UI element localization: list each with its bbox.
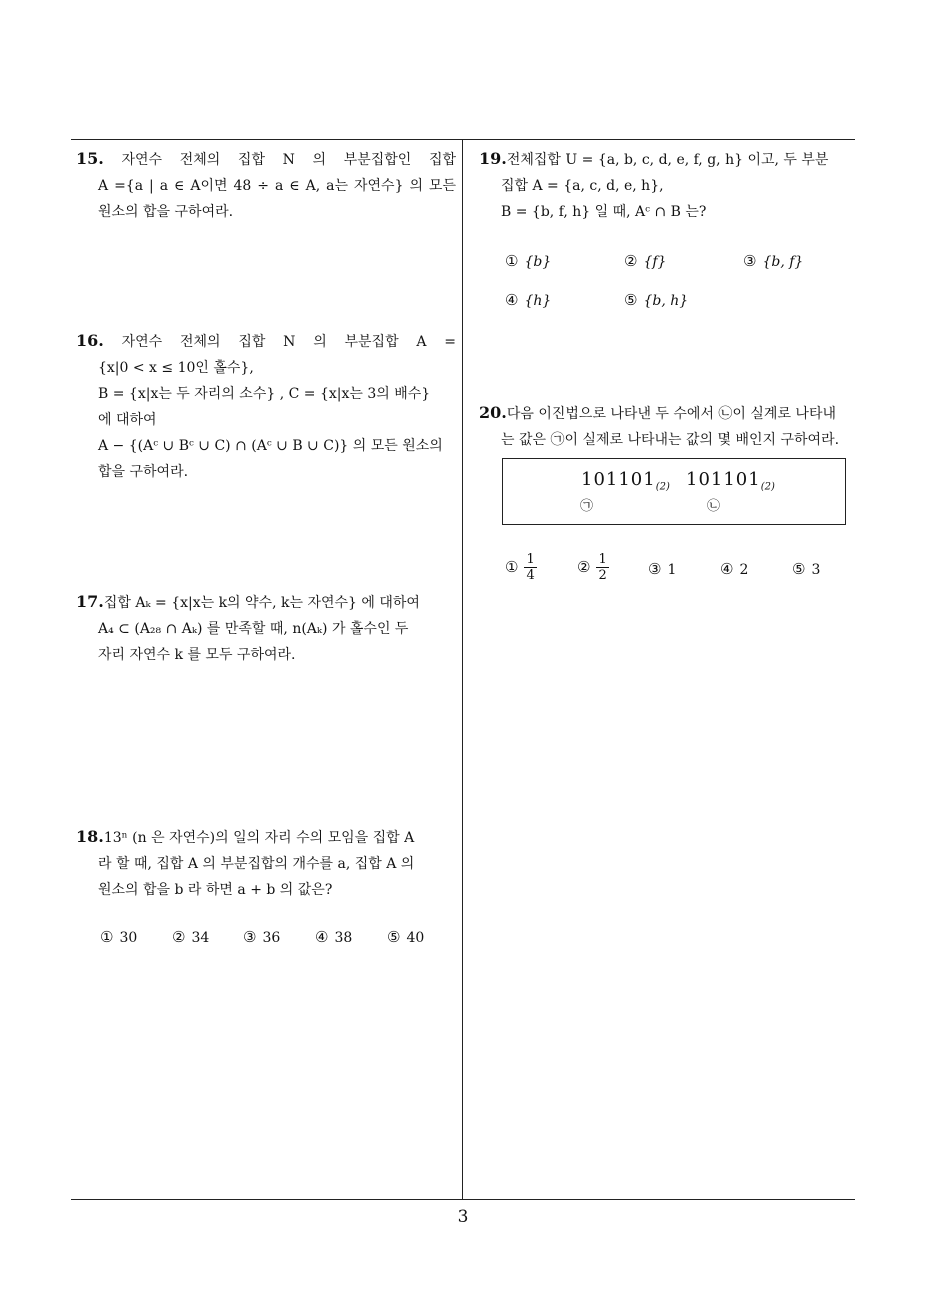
bottom-rule	[71, 1199, 855, 1200]
problem-17-line-3: 자리 자연수 k 를 모두 구하여라.	[98, 647, 296, 663]
choice-3[interactable]: ③ 1	[648, 560, 677, 578]
problem-16	[76, 328, 456, 485]
problem-16-line-4: 에 대하여	[98, 412, 157, 428]
problem-15	[76, 146, 456, 225]
problem-16-line-2: {x|0 < x ≤ 10인 홀수},	[98, 360, 254, 376]
problem-number: 20.	[479, 403, 507, 422]
problem-19-line-3: B = {b, f, h} 일 때, Aᶜ ∩ B 는?	[501, 204, 707, 220]
problem-20	[479, 400, 864, 453]
choice-4[interactable]: ④ {h}	[505, 291, 552, 309]
problem-19-line-2: 집합 A = {a, c, d, e, h},	[501, 178, 664, 194]
problem-number: 18.	[76, 827, 104, 846]
marker-a: ㉠	[580, 499, 594, 514]
choice-4[interactable]: ④ 38	[315, 928, 353, 946]
choice-3[interactable]: ③ 36	[243, 928, 281, 946]
problem-15-line-2: A ={a | a ∈ A이면 48 ÷ a ∈ A, a는 자연수} 의 모든	[98, 178, 456, 194]
choice-5[interactable]: ⑤ 3	[792, 560, 821, 578]
choice-2[interactable]: ② {f}	[624, 252, 667, 270]
choice-4[interactable]: ④ 2	[720, 560, 749, 578]
problem-16-line-3: B = {x|x는 두 자리의 소수} , C = {x|x는 3의 배수}	[98, 386, 431, 402]
choice-2[interactable]: ② 34	[172, 928, 210, 946]
problem-17-line-2: A₄ ⊂ (A₂₈ ∩ Aₖ) 를 만족할 때, n(Aₖ) 가 홀수인 두	[98, 621, 409, 637]
choice-1[interactable]: ① $\frac{1}{4}$	[505, 552, 535, 583]
problem-20-line-1: 20.다음 이진법으로 나타낸 두 수에서 ㉡이 실계로 나타내	[479, 403, 836, 422]
problem-15-line-3: 원소의 합을 구하여라.	[98, 204, 234, 220]
problem-18-line-1: 18.13ⁿ (n 은 자연수)의 일의 자리 수의 모임을 집합 A	[76, 827, 415, 846]
binary-numbers-box	[502, 458, 846, 525]
column-divider	[462, 139, 463, 1200]
problem-18	[76, 824, 456, 903]
fraction: $\frac{1}{4}$	[526, 552, 535, 583]
top-rule	[71, 139, 855, 140]
problem-19-choices	[505, 252, 845, 312]
choice-1[interactable]: ① 30	[100, 928, 138, 946]
problem-number: 17.	[76, 592, 104, 611]
problem-16-line-1: 16. 자연수 전체의 집합 N 의 부분집합 A =	[76, 331, 456, 350]
binary-number-1: $101101_{(2)}$	[581, 469, 670, 493]
page-number: 3	[457, 1207, 469, 1227]
problem-number: 16.	[76, 331, 104, 350]
problem-18-line-2: 라 할 때, 집합 A 의 부분집합의 개수를 a, 집합 A 의	[98, 856, 415, 872]
problem-16-line-5: A − {(Aᶜ ∪ Bᶜ ∪ C) ∩ (Aᶜ ∪ B ∪ C)} 의 모든 원소의	[98, 438, 443, 454]
fraction: $\frac{1}{2}$	[598, 552, 607, 583]
choice-2[interactable]: ② $\frac{1}{2}$	[577, 552, 607, 583]
problem-15-line-1: 15. 자연수 전체의 집합 N 의 부분집합인 집합	[76, 149, 456, 168]
problem-number: 15.	[76, 149, 104, 168]
problem-number: 19.	[479, 149, 507, 168]
problem-18-choices	[100, 928, 440, 948]
problem-16-line-6: 합을 구하여라.	[98, 464, 189, 480]
problem-19	[479, 146, 859, 225]
binary-number-2: $101101_{(2)}$	[686, 469, 775, 493]
problem-20-choices	[505, 552, 845, 588]
problem-18-line-3: 원소의 합을 b 라 하면 a + b 의 값은?	[98, 882, 333, 898]
choice-5[interactable]: ⑤ 40	[387, 928, 425, 946]
problem-17	[76, 589, 456, 668]
problem-20-line-2: 는 값은 ㉠이 실제로 나타내는 값의 몇 배인지 구하여라.	[501, 432, 840, 448]
choice-1[interactable]: ① {b}	[505, 252, 552, 270]
problem-19-line-1: 19.전체집합 U = {a, b, c, d, e, f, g, h} 이고, 두 부분	[479, 149, 829, 168]
choice-3[interactable]: ③ {b, f}	[743, 252, 804, 270]
marker-b: ㉡	[707, 499, 721, 514]
problem-17-line-1: 17.집합 Aₖ = {x|x는 k의 약수, k는 자연수} 에 대하여	[76, 592, 420, 611]
choice-5[interactable]: ⑤ {b, h}	[624, 291, 689, 309]
